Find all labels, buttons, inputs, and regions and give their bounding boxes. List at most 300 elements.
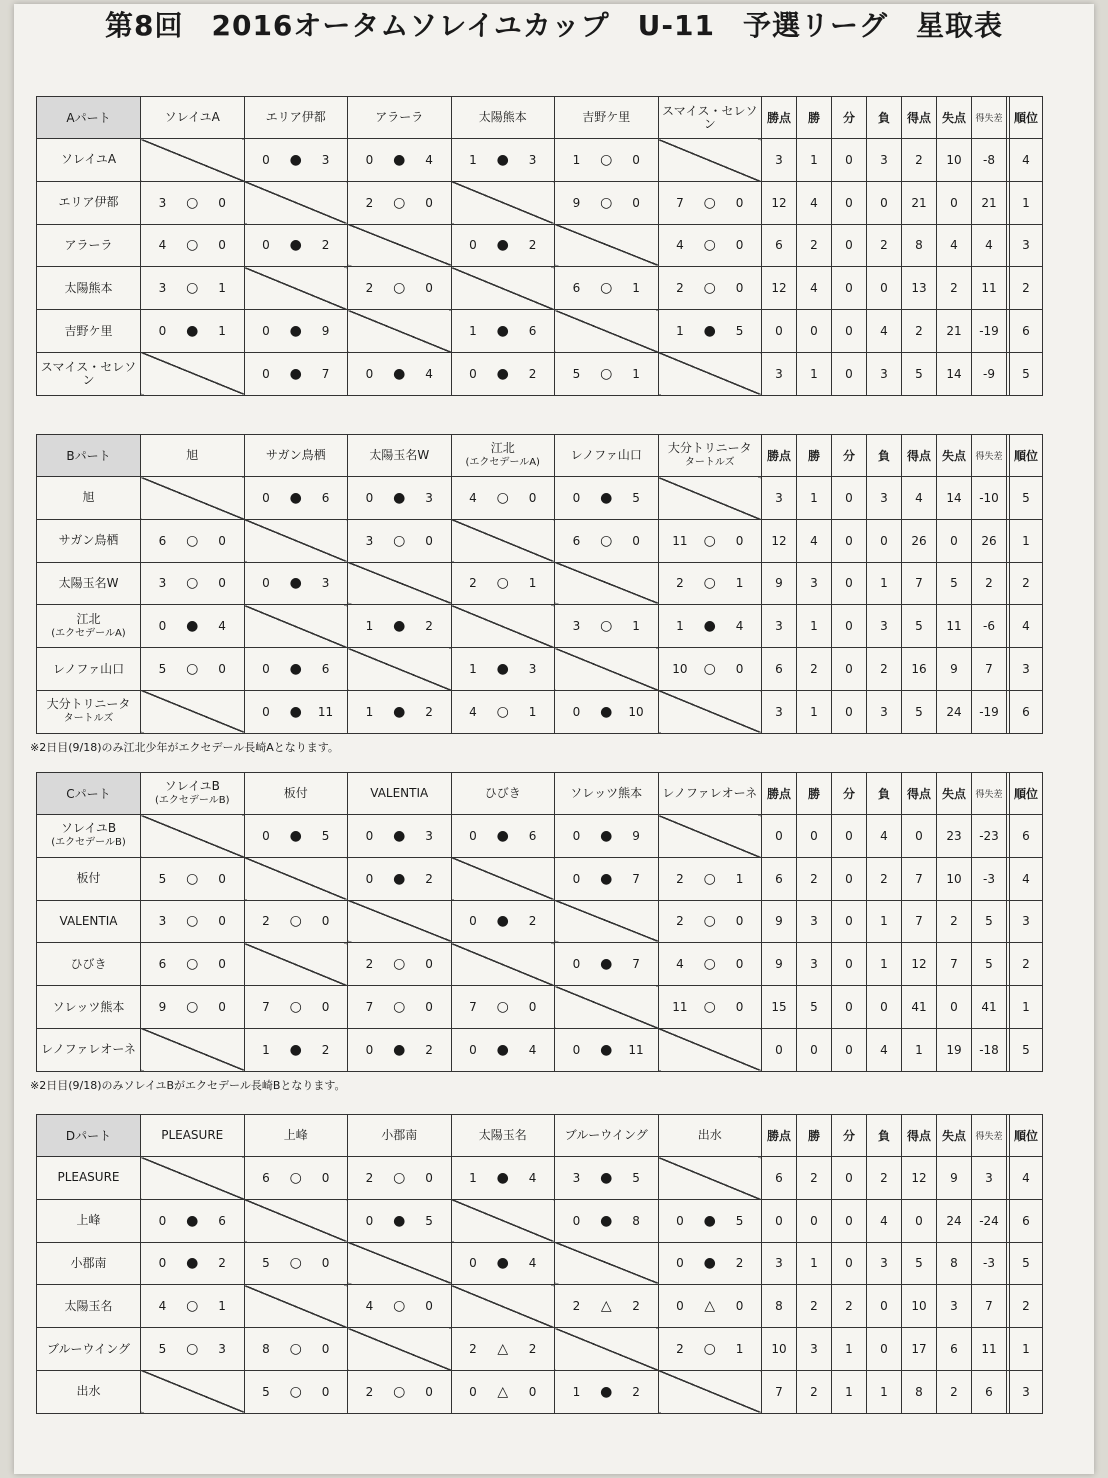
table-row: [37, 1285, 1043, 1328]
row-team-name: ソレイユA: [37, 139, 141, 182]
row-team-name: 出水: [37, 1370, 141, 1413]
stat-header-4: 負: [867, 97, 902, 139]
loss-mark: ●: [186, 1255, 199, 1272]
match-cell: [451, 519, 555, 562]
stat-header-2: 勝: [797, 97, 832, 139]
match-cell: [555, 690, 659, 733]
match-cell: [348, 815, 452, 858]
win-mark: ○: [600, 365, 613, 382]
stat-cell: 9: [937, 648, 972, 691]
stat-cell: 1: [797, 477, 832, 520]
score-against: 4: [528, 1256, 537, 1271]
score-against: 0: [425, 533, 433, 548]
match-cell: [658, 900, 762, 943]
score-for: 2: [676, 914, 684, 929]
score-against: 2: [528, 366, 537, 381]
stat-cell: 0: [832, 477, 867, 520]
match-cell: [555, 139, 659, 182]
stat-cell: 1: [1010, 181, 1043, 224]
stat-cell: 1: [797, 605, 832, 648]
match-cell: [348, 1285, 452, 1328]
stat-cell: 0: [867, 1285, 902, 1328]
score-against: 2: [218, 1256, 226, 1271]
stat-cell: 0: [762, 1028, 797, 1071]
stat-cell: 3: [867, 690, 902, 733]
match-cell: [451, 1328, 555, 1371]
match-cell: [348, 1028, 452, 1071]
match-cell: [244, 310, 348, 353]
stat-cell: 2: [867, 648, 902, 691]
self-match-cell: [141, 815, 245, 858]
win-mark: ○: [186, 661, 199, 678]
stat-cell: 2: [797, 857, 832, 900]
score-for: 5: [158, 662, 167, 677]
match-cell: [244, 562, 348, 605]
stat-cell: 4: [867, 1028, 902, 1071]
stat-cell: -9: [972, 352, 1007, 395]
stat-cell: 5: [937, 562, 972, 605]
score-for: 0: [572, 828, 581, 843]
match-cell: [555, 1285, 659, 1328]
score-for: 0: [676, 1213, 684, 1228]
self-match-cell: [451, 605, 555, 648]
row-team-name: PLEASURE: [37, 1157, 141, 1200]
column-team-4: 太陽熊本: [451, 97, 555, 139]
score-for: 0: [469, 238, 477, 253]
row-team-name: 江北 (エクセデールA): [37, 605, 141, 648]
win-mark: ○: [393, 956, 406, 973]
stat-header-3: 分: [832, 1115, 867, 1157]
match-cell: [451, 181, 555, 224]
match-cell: [244, 224, 348, 267]
score-for: 0: [262, 152, 270, 167]
match-cell: [658, 139, 762, 182]
score-for: 0: [262, 324, 270, 339]
row-team-name: VALENTIA: [37, 900, 141, 943]
stat-header-4: 負: [867, 435, 902, 477]
score-for: 0: [572, 704, 581, 719]
match-cell: [555, 857, 659, 900]
score-for: 0: [262, 238, 270, 253]
win-mark: ○: [600, 532, 613, 549]
score-for: 0: [262, 662, 270, 677]
score-against: 0: [528, 1384, 537, 1399]
score-against: 2: [528, 914, 537, 929]
score-against: 0: [218, 957, 226, 972]
score-against: 0: [321, 1384, 330, 1399]
score-for: 1: [469, 662, 477, 677]
match-cell: [555, 562, 659, 605]
match-cell: [555, 605, 659, 648]
score-for: 0: [676, 1256, 684, 1271]
match-cell: [141, 605, 245, 648]
score-for: 2: [365, 195, 374, 210]
stat-cell: 2: [1010, 267, 1043, 310]
win-mark: ○: [186, 532, 199, 549]
part-label: Dパート: [37, 1115, 141, 1157]
score-against: 3: [218, 1342, 226, 1357]
score-against: 5: [632, 1170, 640, 1185]
stat-cell: 21: [902, 181, 937, 224]
score-against: 1: [528, 704, 537, 719]
stat-cell: 10: [937, 139, 972, 182]
stat-cell: 2: [937, 1370, 972, 1413]
match-cell: [348, 1157, 452, 1200]
score-against: 2: [425, 871, 433, 886]
score-for: 2: [365, 1384, 374, 1399]
stat-header-6: 失点: [937, 773, 972, 815]
score-for: 4: [676, 238, 684, 253]
stat-cell: 5: [1010, 1242, 1043, 1285]
row-team-name: ひびき: [37, 943, 141, 986]
row-team-name: ブルーウイング: [37, 1328, 141, 1371]
stat-cell: 8: [902, 1370, 937, 1413]
stat-cell: 5: [797, 986, 832, 1029]
stat-cell: 7: [902, 857, 937, 900]
match-cell: [555, 900, 659, 943]
match-cell: [348, 1199, 452, 1242]
match-cell: [555, 181, 659, 224]
score-for: 0: [469, 828, 477, 843]
match-cell: [658, 1199, 762, 1242]
title-stage: 予選リーグ: [742, 9, 888, 42]
match-cell: [244, 1370, 348, 1413]
stat-cell: 1: [832, 1370, 867, 1413]
score-for: 0: [365, 1042, 374, 1057]
win-mark: ○: [393, 1298, 406, 1315]
score-for: 10: [672, 662, 688, 677]
match-cell: [451, 1157, 555, 1200]
score-against: 0: [218, 662, 226, 677]
score-against: 5: [321, 828, 330, 843]
score-for: 9: [158, 1000, 167, 1015]
match-cell: [451, 1370, 555, 1413]
match-cell: [244, 1157, 348, 1200]
stat-cell: -23: [972, 815, 1007, 858]
stat-cell: 3: [867, 605, 902, 648]
stat-cell: 7: [902, 900, 937, 943]
match-cell: [451, 900, 555, 943]
stat-cell: 3: [1010, 648, 1043, 691]
score-against: 0: [632, 195, 640, 210]
match-cell: [244, 815, 348, 858]
score-for: 1: [676, 619, 684, 634]
score-for: 1: [365, 704, 374, 719]
stat-cell: 24: [937, 690, 972, 733]
score-against: 2: [321, 1042, 330, 1057]
win-mark: ○: [393, 1383, 406, 1400]
score-for: 0: [365, 1213, 374, 1228]
score-for: 1: [469, 324, 477, 339]
table-row: [37, 943, 1043, 986]
stat-header-7: 得失差: [972, 1115, 1007, 1157]
score-against: 5: [735, 1213, 744, 1228]
match-cell: [451, 352, 555, 395]
row-team-name: ソレイユB (エクセデールB): [37, 815, 141, 858]
score-against: 11: [628, 1042, 644, 1057]
stat-cell: 6: [1010, 1199, 1043, 1242]
stat-cell: 2: [867, 857, 902, 900]
match-cell: [244, 1328, 348, 1371]
loss-mark: ●: [393, 365, 406, 382]
match-cell: [348, 986, 452, 1029]
match-cell: [244, 1285, 348, 1328]
loss-mark: ●: [703, 1212, 716, 1229]
match-cell: [348, 267, 452, 310]
stat-header-7: 得失差: [972, 435, 1007, 477]
loss-mark: ●: [496, 1255, 509, 1272]
stat-cell: 9: [762, 943, 797, 986]
score-against: 2: [735, 1256, 744, 1271]
row-team-name: 小郡南: [37, 1242, 141, 1285]
stat-header-8: 順位: [1010, 773, 1043, 815]
stat-cell: 0: [832, 943, 867, 986]
stat-header-3: 分: [832, 435, 867, 477]
stat-cell: 2: [797, 1370, 832, 1413]
score-for: 4: [365, 1299, 374, 1314]
win-mark: ○: [600, 194, 613, 211]
column-team-6: 出水: [658, 1115, 762, 1157]
score-for: 0: [676, 1299, 684, 1314]
stat-cell: 4: [867, 815, 902, 858]
score-for: 0: [572, 490, 581, 505]
stat-cell: 1: [832, 1328, 867, 1371]
score-against: 0: [632, 533, 640, 548]
stat-cell: 23: [937, 815, 972, 858]
loss-mark: ●: [186, 1212, 199, 1229]
loss-mark: ●: [289, 489, 302, 506]
self-match-cell: [141, 139, 245, 182]
stat-cell: 0: [832, 605, 867, 648]
self-match-cell: [658, 352, 762, 395]
win-mark: ○: [393, 194, 406, 211]
stat-cell: 6: [937, 1328, 972, 1371]
win-mark: ○: [289, 999, 302, 1016]
loss-mark: ●: [393, 151, 406, 168]
stat-cell: -24: [972, 1199, 1007, 1242]
stat-cell: 13: [902, 267, 937, 310]
score-for: 2: [365, 1170, 374, 1185]
part-label: Bパート: [37, 435, 141, 477]
score-against: 2: [425, 619, 433, 634]
match-cell: [348, 477, 452, 520]
loss-mark: ●: [600, 1169, 613, 1186]
score-for: 0: [469, 1384, 477, 1399]
match-cell: [658, 648, 762, 691]
match-cell: [244, 943, 348, 986]
row-team-name: 太陽玉名W: [37, 562, 141, 605]
score-for: 0: [365, 871, 374, 886]
stat-cell: 2: [937, 267, 972, 310]
stat-cell: 4: [797, 519, 832, 562]
stat-cell: 21: [937, 310, 972, 353]
stat-cell: 5: [972, 900, 1007, 943]
score-against: 0: [218, 914, 226, 929]
stat-cell: 0: [832, 519, 867, 562]
match-cell: [244, 352, 348, 395]
match-cell: [658, 224, 762, 267]
stat-cell: 1: [797, 690, 832, 733]
stat-cell: 16: [902, 648, 937, 691]
match-cell: [141, 986, 245, 1029]
stat-cell: 21: [972, 181, 1007, 224]
score-against: 1: [735, 576, 744, 591]
score-for: 8: [262, 1342, 270, 1357]
match-cell: [141, 1199, 245, 1242]
header-row: [37, 435, 1043, 477]
stat-cell: 2: [972, 562, 1007, 605]
stat-cell: 0: [832, 1199, 867, 1242]
stat-cell: -3: [972, 1242, 1007, 1285]
stat-cell: 3: [867, 1242, 902, 1285]
loss-mark: ●: [289, 661, 302, 678]
stat-cell: 1: [867, 562, 902, 605]
stat-cell: 9: [762, 900, 797, 943]
loss-mark: ●: [393, 703, 406, 720]
table-row: [37, 1028, 1043, 1071]
match-cell: [244, 690, 348, 733]
win-mark: ○: [393, 1169, 406, 1186]
score-against: 3: [321, 576, 330, 591]
stat-header-5: 得点: [902, 435, 937, 477]
stat-cell: 5: [1010, 1028, 1043, 1071]
score-for: 2: [572, 1299, 581, 1314]
stat-cell: 0: [867, 519, 902, 562]
win-mark: ○: [496, 703, 509, 720]
match-cell: [141, 352, 245, 395]
stat-cell: 3: [762, 690, 797, 733]
score-against: 0: [735, 957, 744, 972]
score-for: 0: [469, 1042, 477, 1057]
stat-cell: 0: [867, 986, 902, 1029]
row-team-name: ソレッツ熊本: [37, 986, 141, 1029]
self-match-cell: [244, 181, 348, 224]
stat-cell: 1: [797, 139, 832, 182]
stat-cell: 6: [762, 224, 797, 267]
stat-cell: 4: [797, 267, 832, 310]
loss-mark: ●: [289, 575, 302, 592]
score-against: 1: [218, 324, 226, 339]
stat-cell: 10: [902, 1285, 937, 1328]
score-for: 0: [262, 490, 270, 505]
loss-mark: ●: [496, 151, 509, 168]
match-cell: [451, 690, 555, 733]
loss-mark: ●: [600, 1212, 613, 1229]
score-for: 0: [469, 1256, 477, 1271]
score-against: 6: [321, 490, 330, 505]
match-cell: [141, 519, 245, 562]
stat-cell: -19: [972, 690, 1007, 733]
stat-cell: 1: [1010, 986, 1043, 1029]
table-row: [37, 352, 1043, 395]
match-cell: [348, 690, 452, 733]
score-for: 7: [262, 1000, 270, 1015]
stat-header-7: 得失差: [972, 773, 1007, 815]
match-cell: [658, 986, 762, 1029]
score-against: 1: [735, 1342, 744, 1357]
win-mark: ○: [496, 999, 509, 1016]
score-against: 8: [632, 1213, 640, 1228]
stat-cell: 0: [832, 1028, 867, 1071]
stat-cell: 2: [797, 1285, 832, 1328]
score-for: 7: [676, 195, 684, 210]
score-for: 0: [365, 152, 374, 167]
win-mark: ○: [186, 194, 199, 211]
match-cell: [658, 519, 762, 562]
stat-cell: 0: [797, 310, 832, 353]
stat-cell: 9: [937, 1157, 972, 1200]
match-cell: [658, 815, 762, 858]
win-mark: ○: [186, 237, 199, 254]
score-for: 11: [672, 1000, 688, 1015]
loss-mark: ●: [496, 827, 509, 844]
table-row: [37, 139, 1043, 182]
match-cell: [244, 648, 348, 691]
stat-cell: 3: [867, 139, 902, 182]
match-cell: [658, 181, 762, 224]
score-against: 0: [321, 914, 330, 929]
match-cell: [141, 690, 245, 733]
score-against: 0: [218, 576, 226, 591]
stat-cell: 10: [762, 1328, 797, 1371]
win-mark: ○: [393, 280, 406, 297]
score-for: 6: [262, 1170, 270, 1185]
row-team-name: レノファレオーネ: [37, 1028, 141, 1071]
stat-header-4: 負: [867, 773, 902, 815]
stat-cell: 3: [762, 477, 797, 520]
score-for: 11: [672, 533, 688, 548]
stat-cell: 4: [937, 224, 972, 267]
column-team-6: レノファレオーネ: [658, 773, 762, 815]
match-cell: [658, 562, 762, 605]
loss-mark: ●: [496, 661, 509, 678]
stat-header-8: 順位: [1010, 1115, 1043, 1157]
match-cell: [555, 224, 659, 267]
match-cell: [451, 648, 555, 691]
stat-cell: 0: [832, 562, 867, 605]
score-for: 0: [572, 1042, 581, 1057]
stat-cell: 5: [902, 1242, 937, 1285]
stat-header-3: 分: [832, 97, 867, 139]
stat-cell: -8: [972, 139, 1007, 182]
score-against: 7: [321, 366, 330, 381]
score-against: 0: [321, 1000, 330, 1015]
score-against: 0: [321, 1256, 330, 1271]
stat-cell: 0: [902, 815, 937, 858]
win-mark: ○: [186, 870, 199, 887]
table-row: [37, 1199, 1043, 1242]
score-for: 2: [469, 576, 477, 591]
stat-header-2: 勝: [797, 435, 832, 477]
column-team-2: 板付: [244, 773, 348, 815]
score-against: 3: [321, 152, 330, 167]
column-team-5: ソレッツ熊本: [555, 773, 659, 815]
score-for: 6: [572, 533, 581, 548]
stat-cell: 7: [937, 943, 972, 986]
score-against: 0: [735, 662, 744, 677]
match-cell: [348, 857, 452, 900]
win-mark: ○: [703, 194, 716, 211]
match-cell: [348, 519, 452, 562]
score-against: 2: [528, 238, 537, 253]
stat-cell: 26: [972, 519, 1007, 562]
loss-mark: ●: [186, 618, 199, 635]
score-for: 3: [158, 195, 167, 210]
match-cell: [141, 648, 245, 691]
match-cell: [141, 1370, 245, 1413]
stat-cell: 3: [867, 477, 902, 520]
score-for: 5: [158, 1342, 167, 1357]
